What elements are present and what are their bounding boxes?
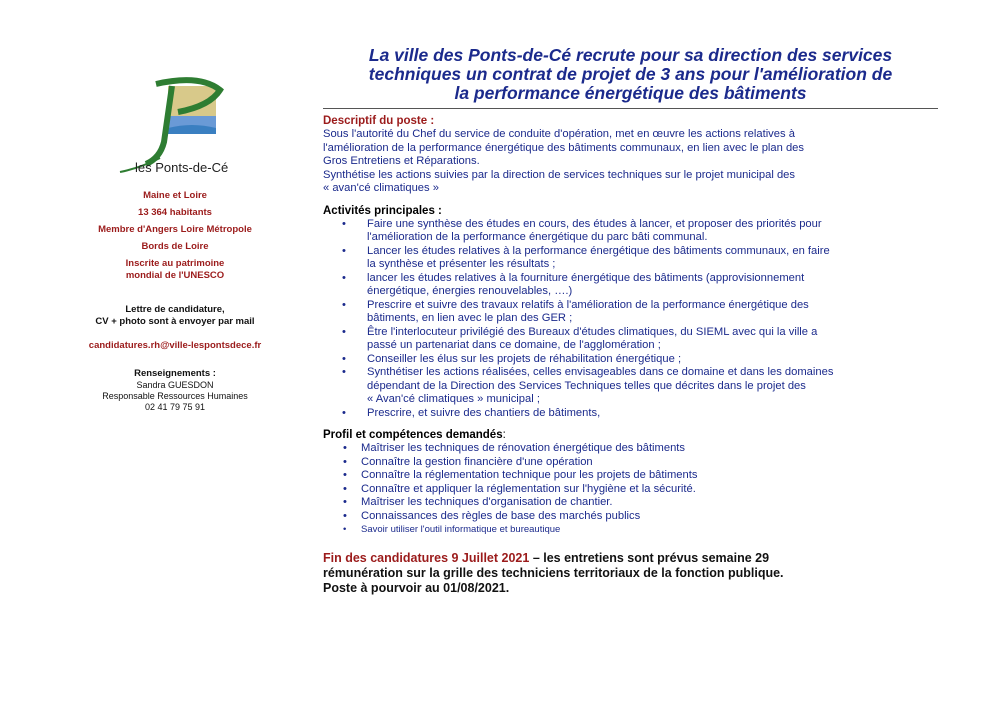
title-line: La ville des Ponts-de-Cé recrute pour sa direction des services [368,45,893,65]
list-item: • Conseiller les élus sur les projets de réhabilitation énergétique ; [323,353,938,367]
list-item: • Lancer les études relatives à la performance énergétique des bâtiments communaux, en faire la synthèse et présenter les résultats ; [323,245,938,272]
descriptif-line: « avan'cé climatiques » [323,182,439,194]
closing-info: Fin des candidatures 9 Juillet 2021 – les entretiens sont prévus semaine 29 [323,550,770,565]
start-date: Poste à pourvoir au 01/08/2021. [323,580,510,595]
sidebar-population: 13 364 habitants [138,207,212,218]
candidature-line-2: CV + photo sont à envoyer par mail [95,316,255,327]
main-content [323,46,938,596]
descriptif-line: Sous l'autorité du Chef du service de conduite d'opération, met en œuvre les actions relatives à [323,128,795,140]
title-divider [323,108,938,109]
contact-name: Sandra GUESDON [136,380,214,390]
sidebar-location: Bords de Loire [141,241,209,252]
descriptif-heading: Descriptif du poste : [323,115,435,127]
email-link[interactable]: candidatures.rh@ville-lespontsdece.fr [88,340,262,351]
activites-heading: Activités principales : [323,204,442,217]
list-item: • Synthétiser les actions réalisées, celles envisageables dans ce domaine et dans les domaines dépendant de la Direction des Services Techniques telles que décrites dans le projet des « Avan'cé climatiques » municipal ; [323,366,938,407]
profil-list [323,442,938,537]
list-item: • Connaissances des règles de base des marchés publics [323,510,938,524]
remuneration: rémunération sur la grille des techniciens territoriaux de la fonction publique. [323,565,784,580]
descriptif-line: l'amélioration de la performance énergétique des bâtiments communaux, en lien avec le plan des [323,141,804,154]
sidebar-department: Maine et Loire [143,190,207,201]
list-item: • lancer les études relatives à la fourniture énergétique des bâtiments (approvisionnement énergétique, énergies renouvelables, ….) [323,272,938,299]
deadline: Fin des candidatures 9 Juillet 2021 [323,550,530,565]
page-title [323,46,938,103]
contact-phone: 02 41 79 75 91 [144,402,206,412]
list-item: • Être l'interlocuteur privilégié des Bureaux d'études climatiques, du SIEML avec qui la ville a passé un partenariat dans ce domaine, de l'agglomération ; [323,326,938,353]
list-item: • Connaître et appliquer la réglementation sur l'hygiène et la sécurité. [323,483,938,497]
title-line: techniques un contrat de projet de 3 ans pour l'amélioration de [368,64,893,84]
list-item: • Connaître la réglementation technique pour les projets de bâtiments [323,469,938,483]
list-item: • Prescrire, et suivre des chantiers de bâtiments, [323,407,938,421]
sidebar-membership: Membre d'Angers Loire Métropole [98,224,252,235]
city-logo [60,72,290,184]
list-item: • Connaître la gestion financière d'une opération [323,456,938,470]
list-item: • Maîtriser les techniques d'organisation de chantier. [323,496,938,510]
descriptif-text [323,128,938,196]
logo-text: les Ponts-de-Cé [135,160,229,175]
title-line: la performance énergétique des bâtiments [454,83,807,103]
candidature-line-1: Lettre de candidature, [125,304,225,315]
list-item: • Maîtriser les techniques de rénovation énergétique des bâtiments [323,442,938,456]
list-item: • Faire une synthèse des études en cours, des études à lancer, et proposer des priorités pour l'amélioration de la performance énergétique du parc bâti communal. [323,218,938,245]
list-item: • Prescrire et suivre des travaux relatifs à l'amélioration de la performance énergétique des bâtiments, en lien avec le plan des GER ; [323,299,938,326]
contact-role: Responsable Ressources Humaines [102,391,248,401]
descriptif-line: Gros Entretiens et Réparations. [323,155,480,167]
list-item: • Savoir utiliser l'outil informatique et bureautique [323,523,938,537]
descriptif-line: Synthétise les actions suivies par la direction de services techniques sur le projet municipal des [323,168,795,181]
sidebar [60,72,290,413]
renseignements-label: Renseignements : [134,368,216,379]
sidebar-unesco-2: mondial de l'UNESCO [125,270,225,281]
sidebar-unesco-1: Inscrite au patrimoine [125,258,225,269]
activites-list [323,218,938,421]
profil-heading: Profil et compétences demandés: [323,429,506,441]
